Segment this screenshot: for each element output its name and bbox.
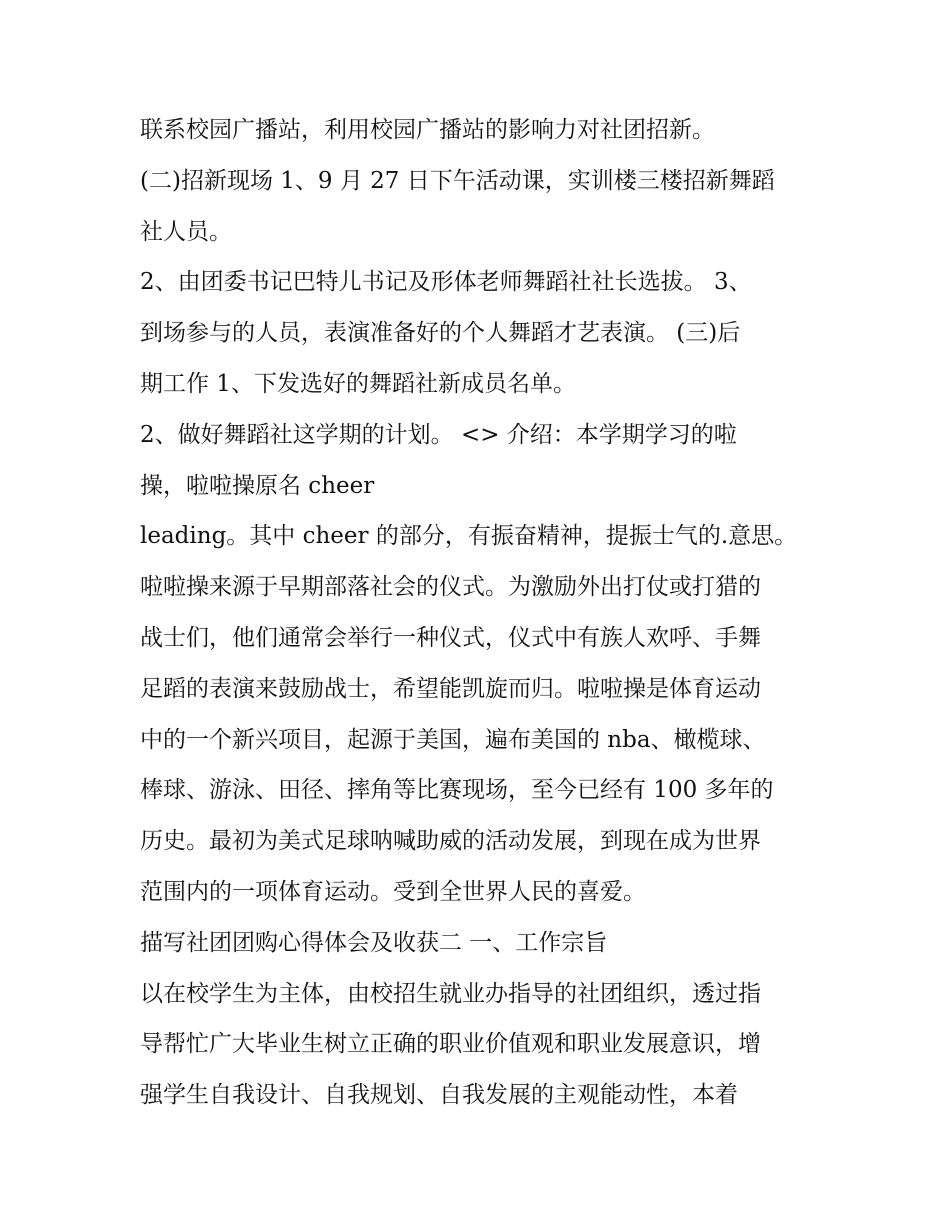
text-line: (二)招新现场 1、9 月 27 日下午活动课，实训楼三楼招新舞蹈 [140, 167, 775, 194]
text-line: 以在校学生为主体，由校招生就业办指导的社团组织，透过指 [140, 980, 761, 1007]
section-heading-line: 描写社团团购心得体会及收获二 一、工作宗旨 [140, 929, 608, 956]
text-line: 棒球、游泳、田径、摔角等比赛现场，至今已经有 100 多年的 [140, 777, 774, 804]
text-line: 社人员。 [140, 218, 232, 245]
text-line: 操，啦啦操原名 cheer [140, 472, 375, 499]
text-line: 范围内的一项体育运动。受到全世界人民的喜爱。 [140, 878, 646, 905]
text-line: 2、由团委书记巴特儿书记及形体老师舞蹈社社长选拔。 3、 [140, 269, 752, 296]
text-line: 历史。最初为美式足球呐喊助威的活动发展，到现在成为世界 [140, 828, 761, 855]
document-body [140, 108, 820, 1124]
text-line: leading。其中 cheer 的部分，有振奋精神，提振士气的.意思。 [140, 523, 798, 550]
text-line: 到场参与的人员，表演准备好的个人舞蹈才艺表演。 (三)后 [140, 320, 741, 347]
text-line: 期工作 1、下发选好的舞蹈社新成员名单。 [140, 370, 576, 397]
text-line: 中的一个新兴项目，起源于美国，遍布美国的 nba、橄榄球、 [140, 726, 766, 753]
text-line: 啦啦操来源于早期部落社会的仪式。为激励外出打仗或打猎的 [140, 574, 761, 601]
text-line: 2、做好舞蹈社这学期的计划。 <> 介绍：本学期学习的啦 [140, 421, 737, 448]
text-line: 强学生自我设计、自我规划、自我发展的主观能动性，本着 [140, 1082, 738, 1109]
text-line: 导帮忙广大毕业生树立正确的职业价值观和职业发展意识，增 [140, 1031, 761, 1058]
text-line: 足蹈的表演来鼓励战士，希望能凯旋而归。啦啦操是体育运动 [140, 675, 761, 702]
text-line: 联系校园广播站，利用校园广播站的影响力对社团招新。 [140, 117, 715, 143]
text-line: 战士们，他们通常会举行一种仪式，仪式中有族人欢呼、手舞 [140, 624, 761, 651]
